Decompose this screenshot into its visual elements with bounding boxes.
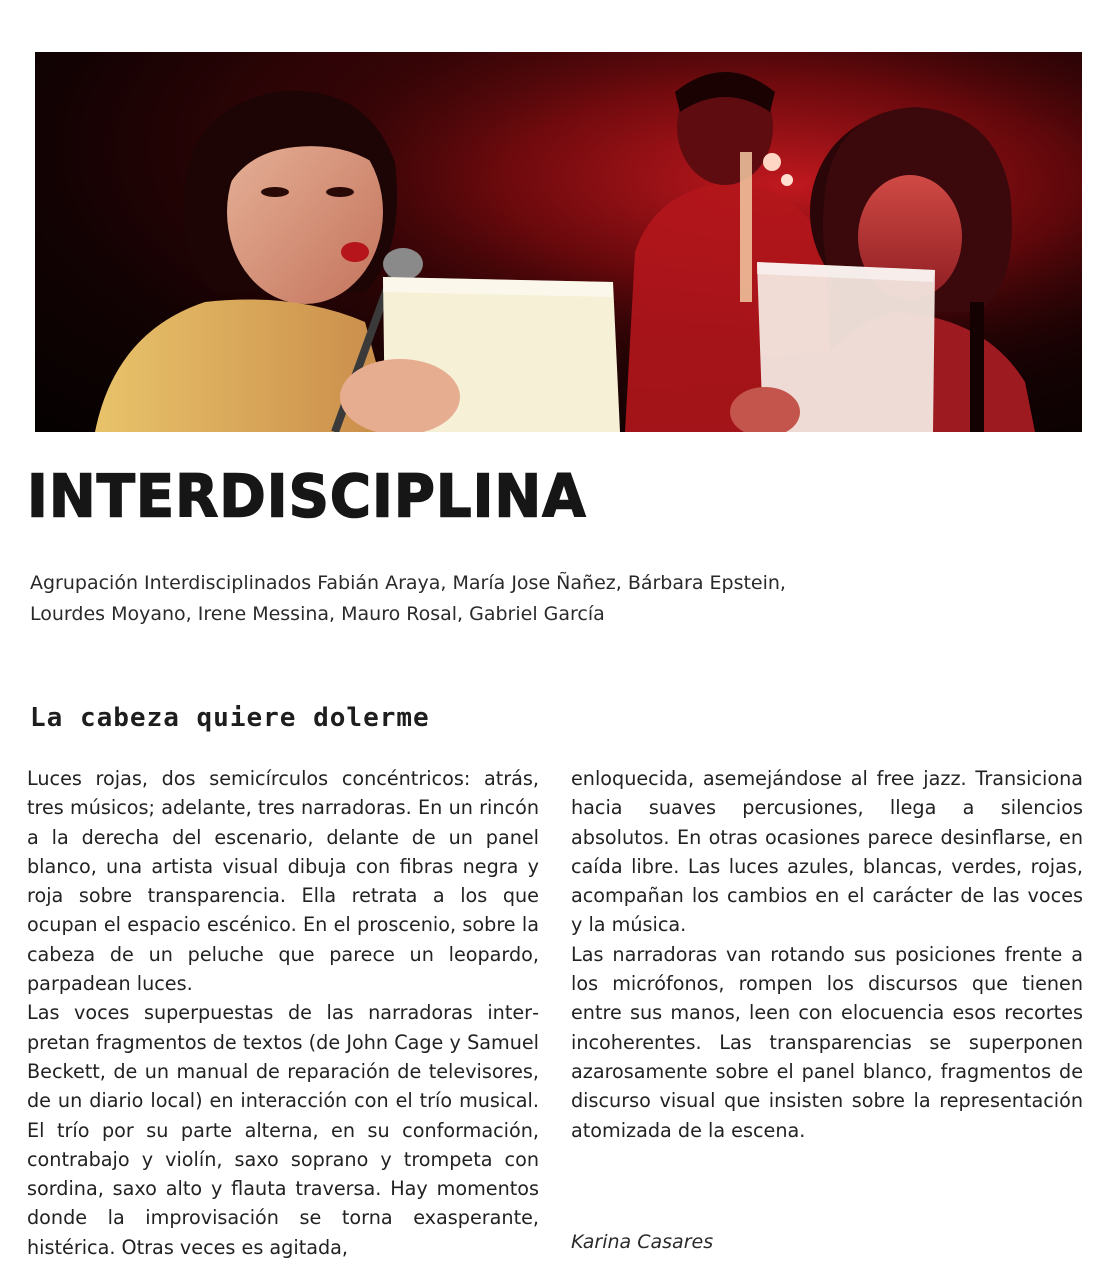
body-column-right [571, 764, 1083, 1145]
article-credits [30, 568, 930, 630]
paragraph: enloquecida, asemejándose al free jazz. Transiciona hacia suaves percusiones, llega a silencios absolutos. En otras ocasiones parece desinflarse, en caída libre. Las luces azules, blancas, verdes, rojas, acompañan los cambios en el carácter de las voces y la música. [571, 767, 1083, 937]
credits-line-2: Lourdes Moyano, Irene Messina, Mauro Rosal, Gabriel García [30, 603, 605, 625]
paragraph: Las narradoras van rotando sus posiciones frente a los micrófonos, rompen los discursos que tienen entre sus manos, leen con elocuencia esos recortes incoherentes. Las transparencias se superponen azarosamente sobre el panel blanco, fragmentos de discurso visual que insisten sobre la representación atomizada de la escena. [571, 942, 1083, 1142]
body-column-left [27, 764, 539, 1262]
stage-photo-illustration [35, 52, 1082, 432]
paragraph: Las voces superpuestas de las narradoras interpretan fragmentos de textos (de John Cage y Samuel Beckett, de un manual de reparación de televisores, de un diario local) en interacción con el trío musical. El trío por su parte alterna, en su conformación, contrabajo y violín, saxo soprano y trompeta con sordina, saxo alto y flauta traversa. Hay momentos donde la improvisación se torna exasperante, histérica. Otras veces es agitada, [27, 1001, 539, 1259]
article-title: INTERDISCIPLINA [27, 462, 587, 531]
article-subtitle: La cabeza quiere dolerme [30, 703, 430, 733]
paragraph: Luces rojas, dos semicírculos concéntricos: atrás, tres músicos; adelante, tres narradoras. En un rincón a la derecha del escenario, delante de un panel blanco, una artista visual dibuja con fibras negra y roja sobre transparencia. Ella retrata a los que ocupan el espacio escénico. En el proscenio, sobre la cabeza de un peluche que parece un leopardo, parpadean luces. [27, 767, 539, 996]
stage-photo [35, 52, 1082, 432]
credits-line-1: Agrupación Interdisciplinados Fabián Araya, María Jose Ñañez, Bárbara Epstein, [30, 572, 786, 594]
article-author: Karina Casares [571, 1231, 714, 1253]
